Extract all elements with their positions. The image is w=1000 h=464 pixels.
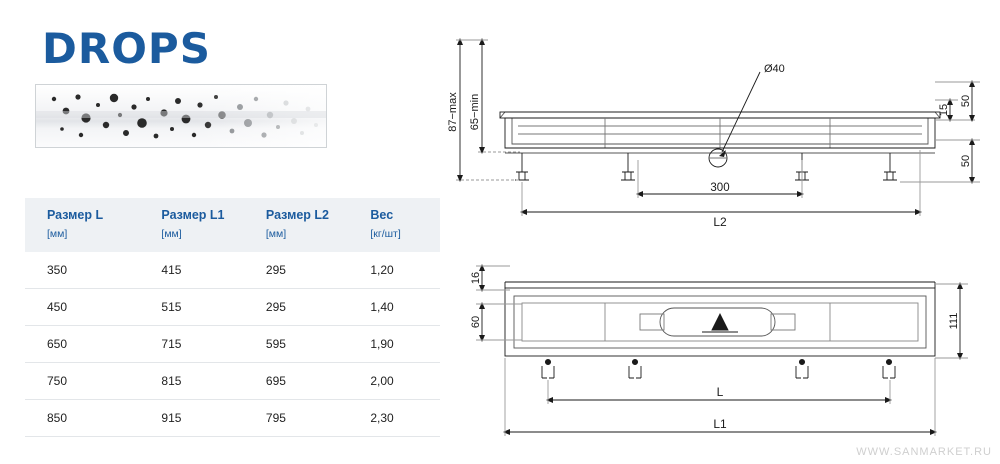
dim-L1: L1	[713, 417, 727, 431]
technical-drawings	[430, 0, 1000, 464]
cell-l: 850	[25, 400, 161, 437]
col-header-l: Размер L	[47, 208, 104, 222]
cell-l2: 695	[266, 363, 370, 400]
table-unit-row	[25, 226, 440, 252]
dim-87-max: 87−max	[447, 92, 459, 132]
cell-l2: 595	[266, 326, 370, 363]
table-row	[25, 326, 440, 363]
dim-300: 300	[710, 182, 730, 194]
cell-weight: 1,20	[370, 252, 440, 289]
cell-l2: 795	[266, 400, 370, 437]
col-unit-l: [мм]	[47, 228, 68, 240]
cell-l1: 815	[161, 363, 265, 400]
col-header-weight: Вес	[370, 208, 394, 222]
dim-50-top: 50	[960, 94, 972, 108]
col-header-l1: Размер L1	[161, 208, 225, 222]
cell-weight: 1,90	[370, 326, 440, 363]
dim-111: 111	[948, 312, 960, 330]
dim-60: 60	[470, 315, 482, 329]
watermark: WWW.SANMARKET.RU	[856, 446, 992, 458]
brand-logo: DROPS	[42, 24, 211, 73]
cell-l1: 415	[161, 252, 265, 289]
col-unit-l2: [мм]	[265, 228, 287, 240]
cell-l1: 915	[161, 400, 265, 437]
cell-l: 450	[25, 289, 161, 326]
table-row	[25, 252, 440, 289]
cell-l: 650	[25, 326, 161, 363]
dim-15: 15	[938, 103, 950, 117]
drops-pattern-grate-icon	[35, 84, 327, 148]
cell-l1: 715	[161, 326, 265, 363]
cell-weight: 1,40	[370, 289, 440, 326]
col-unit-l1: [мм]	[161, 228, 182, 240]
cell-l2: 295	[266, 252, 370, 289]
specification-table	[25, 198, 440, 437]
dim-diameter-40: Ø40	[764, 63, 785, 75]
dim-50-bottom: 50	[960, 154, 972, 168]
cell-l1: 515	[161, 289, 265, 326]
dim-16: 16	[470, 271, 482, 285]
cell-weight: 2,30	[370, 400, 440, 437]
cell-weight: 2,00	[370, 363, 440, 400]
cell-l2: 295	[266, 289, 370, 326]
table-row	[25, 289, 440, 326]
drawing-section-view	[447, 38, 980, 229]
cell-l: 750	[25, 363, 161, 400]
col-header-l2: Размер L2	[265, 208, 329, 222]
table-row	[25, 363, 440, 400]
col-unit-weight: [кг/шт]	[370, 228, 401, 240]
drawing-plan-view	[470, 264, 968, 436]
dim-65-min: 65−min	[469, 93, 481, 131]
table-header-row	[25, 198, 440, 226]
dim-L2: L2	[713, 215, 727, 229]
dim-L: L	[716, 385, 724, 399]
cell-l: 350	[25, 252, 161, 289]
table-row	[25, 400, 440, 437]
